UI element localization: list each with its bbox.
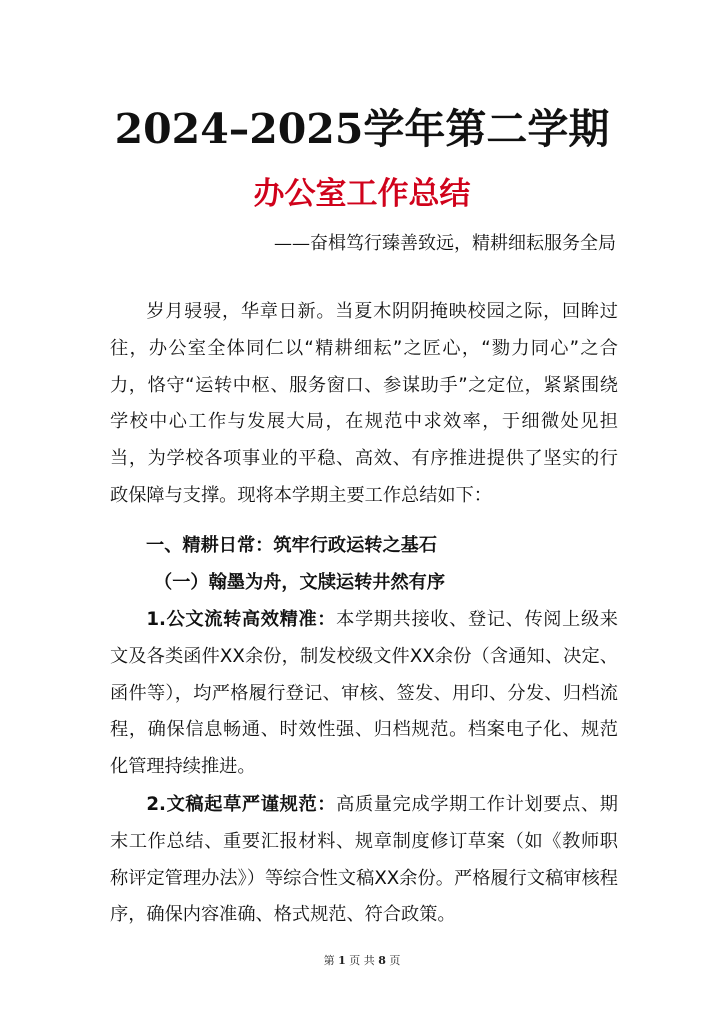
document-subtitle: 办公室工作总结 bbox=[253, 176, 471, 212]
footer-middle: 页 共 bbox=[349, 954, 375, 967]
intro-paragraph: 岁月骎骎，华章日新。当夏木阴阴掩映校园之际，回眸过往，办公室全体同仁以“精耕细耘”之匠心，“勠力同心”之合力，恪守“运转中枢、服务窗口、参谋助手”之定位，紧紧围绕学校中心工作与发展大局，在规范中求效率，于细微处见担当，为学校各项事业的平稳、高效、有序推进提供了坚实的行政保障与支撑。现将本学期主要工作总结如下： bbox=[110, 301, 618, 506]
footer-suffix: 页 bbox=[389, 954, 401, 967]
document-motto: ——奋楫笃行臻善致远，精耕细耘服务全局 bbox=[274, 233, 616, 254]
footer-total-pages: 8 bbox=[378, 954, 386, 967]
item-1-text: 本学期共接收、登记、传阅上级来文及各类函件XX余份，制发校级文件XX余份（含通知、决定、函件等），均严格履行登记、审核、签发、用印、分发、归档流程，确保信息畅通、时效性强、归档规范。档案电子化、规范化管理持续推进。 bbox=[110, 609, 618, 778]
item-1-paragraph bbox=[110, 602, 618, 786]
intro-block bbox=[110, 294, 618, 515]
footer-page-number: 1 bbox=[338, 954, 346, 967]
document-title: 2024–2025学年第二学期 bbox=[114, 105, 610, 153]
item-2-block bbox=[110, 787, 618, 934]
page-footer bbox=[0, 952, 724, 968]
item-2-paragraph bbox=[110, 787, 618, 934]
item-1-lead: 1.公文流转高效精准： bbox=[146, 609, 337, 630]
item-2-text: 高质量完成学期工作计划要点、期末工作总结、重要汇报材料、规章制度修订草案（如《教师职称评定管理办法》）等综合性文稿XX余份。严格履行文稿审核程序，确保内容准确、格式规范、符合政策。 bbox=[110, 794, 618, 926]
section-1-heading: 一、精耕日常：筑牢行政运转之基石 bbox=[146, 535, 438, 556]
section-1-1-heading: （一）翰墨为舟，文牍运转井然有序 bbox=[154, 572, 446, 593]
item-2-lead: 2.文稿起草严谨规范： bbox=[146, 794, 337, 815]
item-1-block bbox=[110, 602, 618, 786]
footer-prefix: 第 bbox=[323, 954, 335, 967]
